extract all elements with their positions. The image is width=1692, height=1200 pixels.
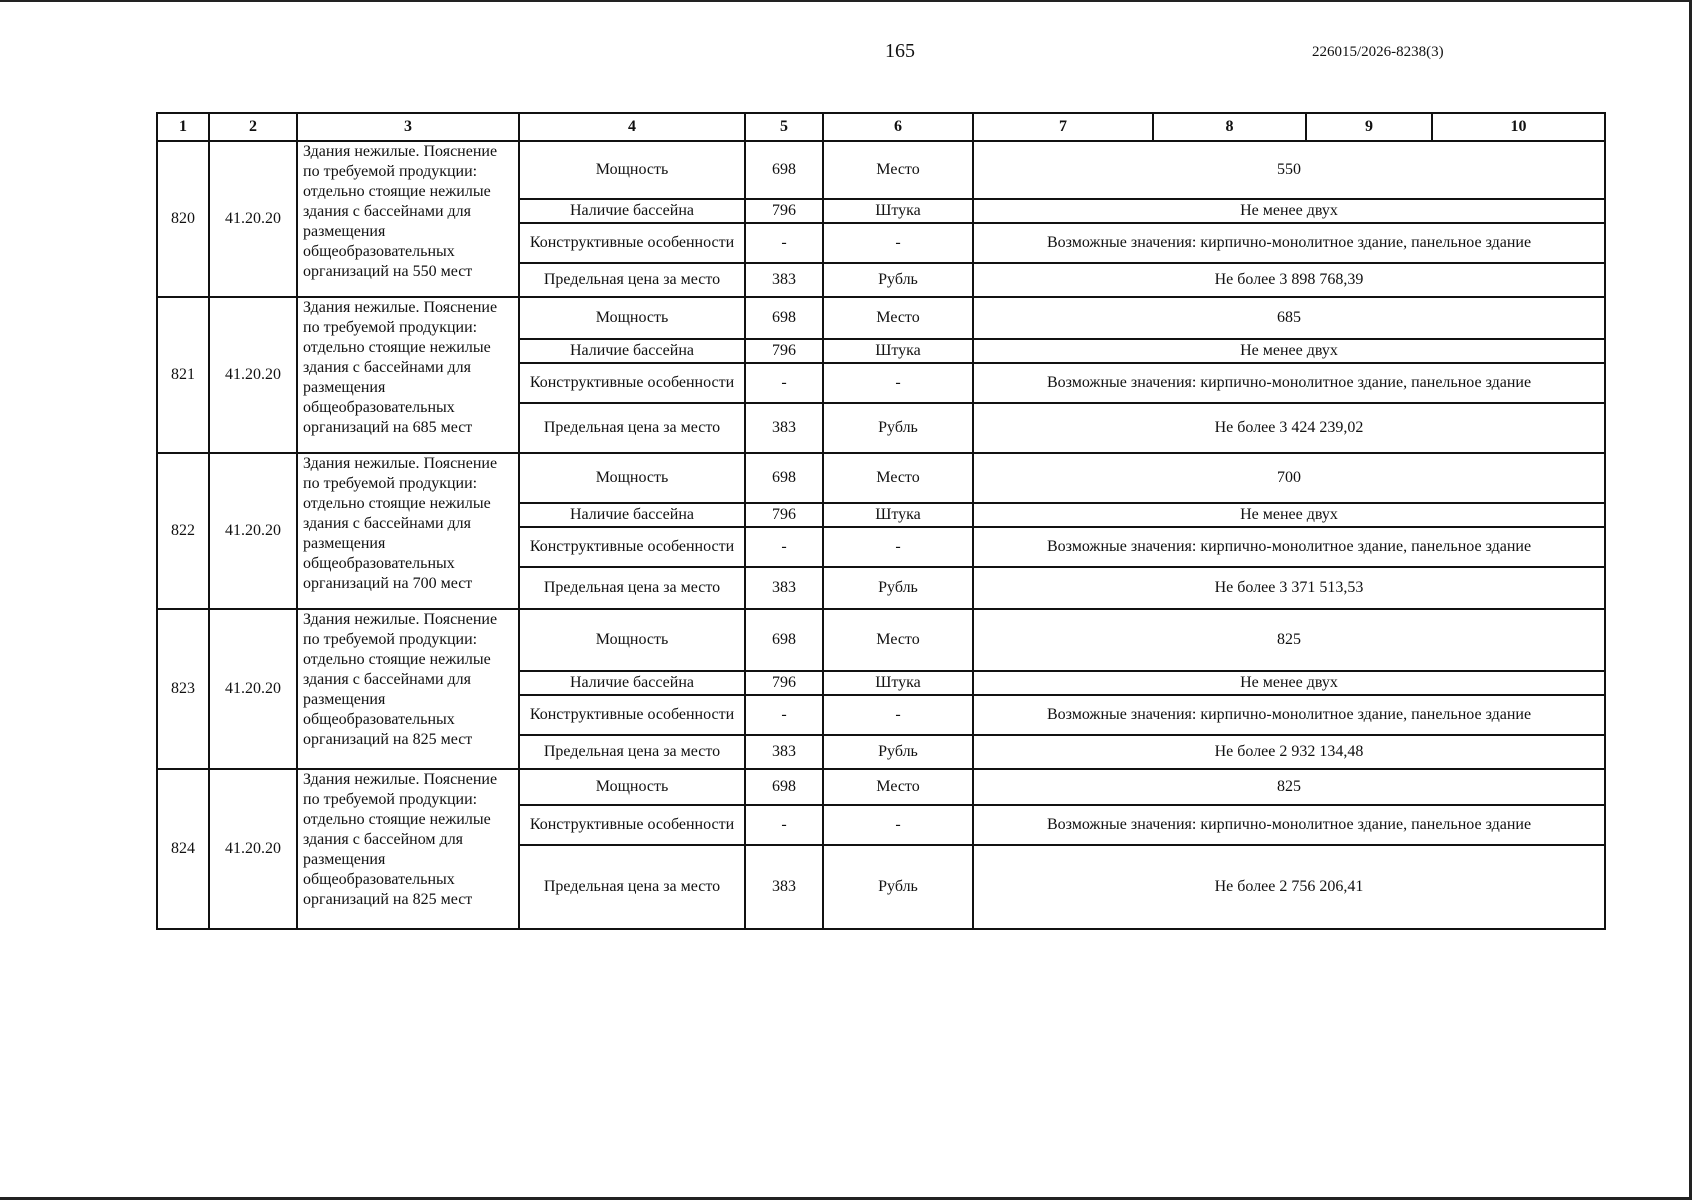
column-header: 3 [297, 113, 519, 141]
property-value-cell: 700 [973, 453, 1605, 503]
property-name-cell: Предельная цена за место [519, 263, 745, 297]
table-row [157, 769, 1605, 805]
unit-cell: - [823, 805, 973, 845]
property-value-cell: Не менее двух [973, 339, 1605, 363]
unit-cell: Штука [823, 339, 973, 363]
property-name-cell: Наличие бассейна [519, 671, 745, 695]
okei-code-cell: 698 [745, 769, 823, 805]
page-number: 165 [885, 40, 915, 62]
table-row [157, 141, 1605, 199]
table-row [157, 609, 1605, 671]
property-name-cell: Конструктивные особенности [519, 805, 745, 845]
unit-cell: Штука [823, 503, 973, 527]
product-description-cell: Здания нежилые. Пояснение по требуемой продукции: отдельно стоящие нежилые здания с бассейном для размещения общеобразовательных организаций на 825 мест [297, 769, 519, 929]
row-number-cell: 822 [157, 453, 209, 609]
unit-cell: Рубль [823, 403, 973, 453]
column-header: 9 [1306, 113, 1432, 141]
property-value-cell: Возможные значения: кирпично-монолитное здание, панельное здание [973, 527, 1605, 567]
unit-cell: Рубль [823, 735, 973, 769]
property-value-cell: Не более 3 371 513,53 [973, 567, 1605, 609]
okei-code-cell: 383 [745, 735, 823, 769]
unit-cell: Рубль [823, 845, 973, 929]
okei-code-cell: 698 [745, 297, 823, 339]
property-value-cell: Не более 3 898 768,39 [973, 263, 1605, 297]
column-header: 1 [157, 113, 209, 141]
okei-code-cell: 698 [745, 609, 823, 671]
unit-cell: Рубль [823, 263, 973, 297]
unit-cell: - [823, 223, 973, 263]
okei-code-cell: 796 [745, 671, 823, 695]
product-description-cell: Здания нежилые. Пояснение по требуемой продукции: отдельно стоящие нежилые здания с бассейнами для размещения общеобразовательных организаций на 685 мест [297, 297, 519, 453]
table-row [157, 453, 1605, 503]
property-value-cell: Возможные значения: кирпично-монолитное здание, панельное здание [973, 805, 1605, 845]
okei-code-cell: - [745, 805, 823, 845]
unit-cell: Место [823, 297, 973, 339]
okei-code-cell: 796 [745, 199, 823, 223]
column-header: 2 [209, 113, 297, 141]
column-header: 10 [1432, 113, 1605, 141]
okei-code-cell: 698 [745, 141, 823, 199]
unit-cell: Место [823, 453, 973, 503]
property-name-cell: Наличие бассейна [519, 199, 745, 223]
row-number-cell: 821 [157, 297, 209, 453]
okei-code-cell: - [745, 527, 823, 567]
property-name-cell: Предельная цена за место [519, 403, 745, 453]
property-value-cell: 685 [973, 297, 1605, 339]
product-description-cell: Здания нежилые. Пояснение по требуемой продукции: отдельно стоящие нежилые здания с бассейнами для размещения общеобразовательных организаций на 825 мест [297, 609, 519, 769]
column-header: 7 [973, 113, 1153, 141]
property-value-cell: Не менее двух [973, 503, 1605, 527]
property-value-cell: Не менее двух [973, 199, 1605, 223]
unit-cell: Рубль [823, 567, 973, 609]
row-number-cell: 824 [157, 769, 209, 929]
product-requirements-table [156, 112, 1606, 930]
okei-code-cell: 383 [745, 403, 823, 453]
okei-code-cell: 698 [745, 453, 823, 503]
column-header: 8 [1153, 113, 1306, 141]
unit-cell: - [823, 363, 973, 403]
product-description-cell: Здания нежилые. Пояснение по требуемой продукции: отдельно стоящие нежилые здания с бассейнами для размещения общеобразовательных организаций на 550 мест [297, 141, 519, 297]
property-name-cell: Конструктивные особенности [519, 695, 745, 735]
okei-code-cell: 796 [745, 339, 823, 363]
unit-cell: Штука [823, 199, 973, 223]
property-name-cell: Конструктивные особенности [519, 527, 745, 567]
property-value-cell: Возможные значения: кирпично-монолитное здание, панельное здание [973, 363, 1605, 403]
table-body [157, 141, 1605, 929]
product-description-cell: Здания нежилые. Пояснение по требуемой продукции: отдельно стоящие нежилые здания с бассейнами для размещения общеобразовательных организаций на 700 мест [297, 453, 519, 609]
property-value-cell: 825 [973, 769, 1605, 805]
okei-code-cell: 383 [745, 845, 823, 929]
property-name-cell: Предельная цена за место [519, 735, 745, 769]
property-name-cell: Конструктивные особенности [519, 363, 745, 403]
okpd-code-cell: 41.20.20 [209, 453, 297, 609]
okpd-code-cell: 41.20.20 [209, 297, 297, 453]
okei-code-cell: - [745, 363, 823, 403]
okei-code-cell: 383 [745, 567, 823, 609]
property-name-cell: Конструктивные особенности [519, 223, 745, 263]
property-value-cell: Не более 3 424 239,02 [973, 403, 1605, 453]
okpd-code-cell: 41.20.20 [209, 769, 297, 929]
property-value-cell: Не более 2 756 206,41 [973, 845, 1605, 929]
unit-cell: Место [823, 141, 973, 199]
column-header: 5 [745, 113, 823, 141]
document-code: 226015/2026-8238(3) [1312, 44, 1444, 60]
property-name-cell: Предельная цена за место [519, 845, 745, 929]
property-value-cell: Возможные значения: кирпично-монолитное здание, панельное здание [973, 223, 1605, 263]
unit-cell: Место [823, 769, 973, 805]
property-name-cell: Мощность [519, 609, 745, 671]
okei-code-cell: - [745, 223, 823, 263]
property-name-cell: Мощность [519, 297, 745, 339]
unit-cell: Место [823, 609, 973, 671]
property-value-cell: 550 [973, 141, 1605, 199]
unit-cell: - [823, 527, 973, 567]
table-row [157, 297, 1605, 339]
property-name-cell: Наличие бассейна [519, 339, 745, 363]
unit-cell: Штука [823, 671, 973, 695]
unit-cell: - [823, 695, 973, 735]
property-value-cell: Не более 2 932 134,48 [973, 735, 1605, 769]
okpd-code-cell: 41.20.20 [209, 141, 297, 297]
okei-code-cell: - [745, 695, 823, 735]
property-name-cell: Наличие бассейна [519, 503, 745, 527]
property-value-cell: Возможные значения: кирпично-монолитное здание, панельное здание [973, 695, 1605, 735]
property-value-cell: 825 [973, 609, 1605, 671]
row-number-cell: 823 [157, 609, 209, 769]
column-header: 6 [823, 113, 973, 141]
property-name-cell: Предельная цена за место [519, 567, 745, 609]
row-number-cell: 820 [157, 141, 209, 297]
property-name-cell: Мощность [519, 769, 745, 805]
column-header: 4 [519, 113, 745, 141]
okei-code-cell: 383 [745, 263, 823, 297]
okpd-code-cell: 41.20.20 [209, 609, 297, 769]
property-value-cell: Не менее двух [973, 671, 1605, 695]
property-name-cell: Мощность [519, 453, 745, 503]
table-header-row [157, 113, 1605, 141]
property-name-cell: Мощность [519, 141, 745, 199]
okei-code-cell: 796 [745, 503, 823, 527]
